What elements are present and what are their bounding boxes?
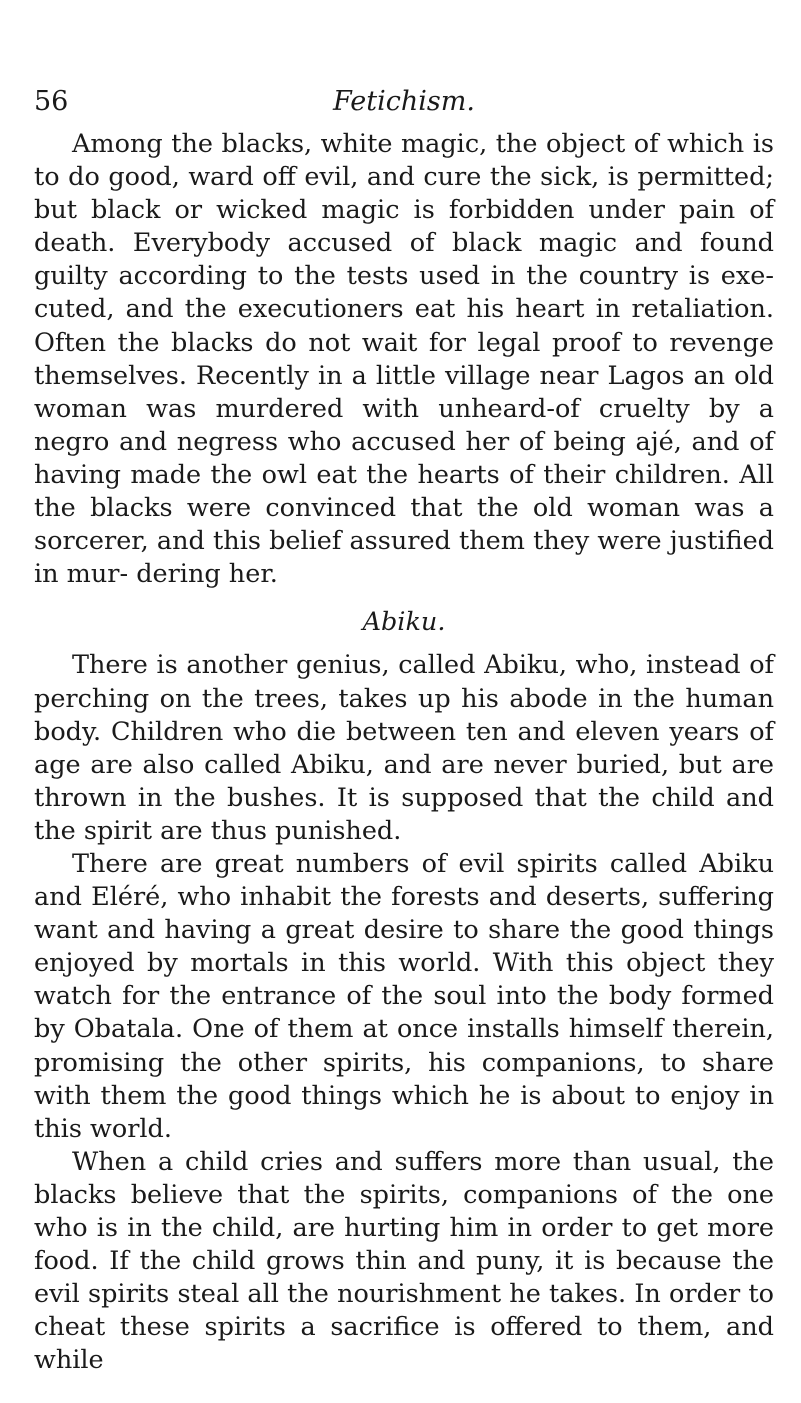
page-header — [34, 82, 774, 122]
page-body — [34, 128, 774, 1377]
running-title: Fetichism. — [333, 86, 475, 117]
paragraph-child-cries: When a child cries and suffers more than usual, the blacks believe that the spirits, companions of the one who is in the child, are hurting him in order to get more food. If the child grows thin and puny, it is because the evil spirits steal all the nourishment he takes. In order to cheat these spirits a sacrifice is offered to them, and while — [34, 1146, 774, 1376]
page-number: 56 — [34, 86, 69, 117]
paragraph-magic: Among the blacks, white magic, the object of which is to do good, ward off evil, and cure the sick, is permitted; but black or wicked magic is forbidden under pain of death. Everybody accused of black magic and found guilty according to the tests used in the country is exe- cuted, and the executioners eat his heart in retaliation. Often the blacks do not wait for legal proof to revenge themselves. Recently in a little village near Lagos an old woman was murdered with unheard-of cruelty by a negro and negress who accused her of being ajé, and of having made the owl eat the hearts of their children. All the blacks were convinced that the old woman was a sorcerer, and this belief assured them they were justified in mur- dering her. — [34, 129, 774, 590]
paragraph-evil-spirits: There are great numbers of evil spirits called Abiku and Eléré, who inhabit the forests and deserts, suffering want and having a great desire to share the good things enjoyed by mortals in this world. With this object they watch for the entrance of the soul into the body formed by Obatala. One of them at once installs himself therein, promising the other spirits, his companions, to share with them the good things which he is about to enjoy in this world. — [34, 848, 774, 1144]
section-heading: Abiku. — [362, 607, 446, 638]
paragraph-abiku-genius: There is another genius, called Abiku, who, instead of perching on the trees, takes up his abode in the human body. Children who die between ten and eleven years of age are also called Abiku, and are never buried, but are thrown in the bushes. It is supposed that the child and the spirit are thus punished. — [34, 650, 774, 846]
